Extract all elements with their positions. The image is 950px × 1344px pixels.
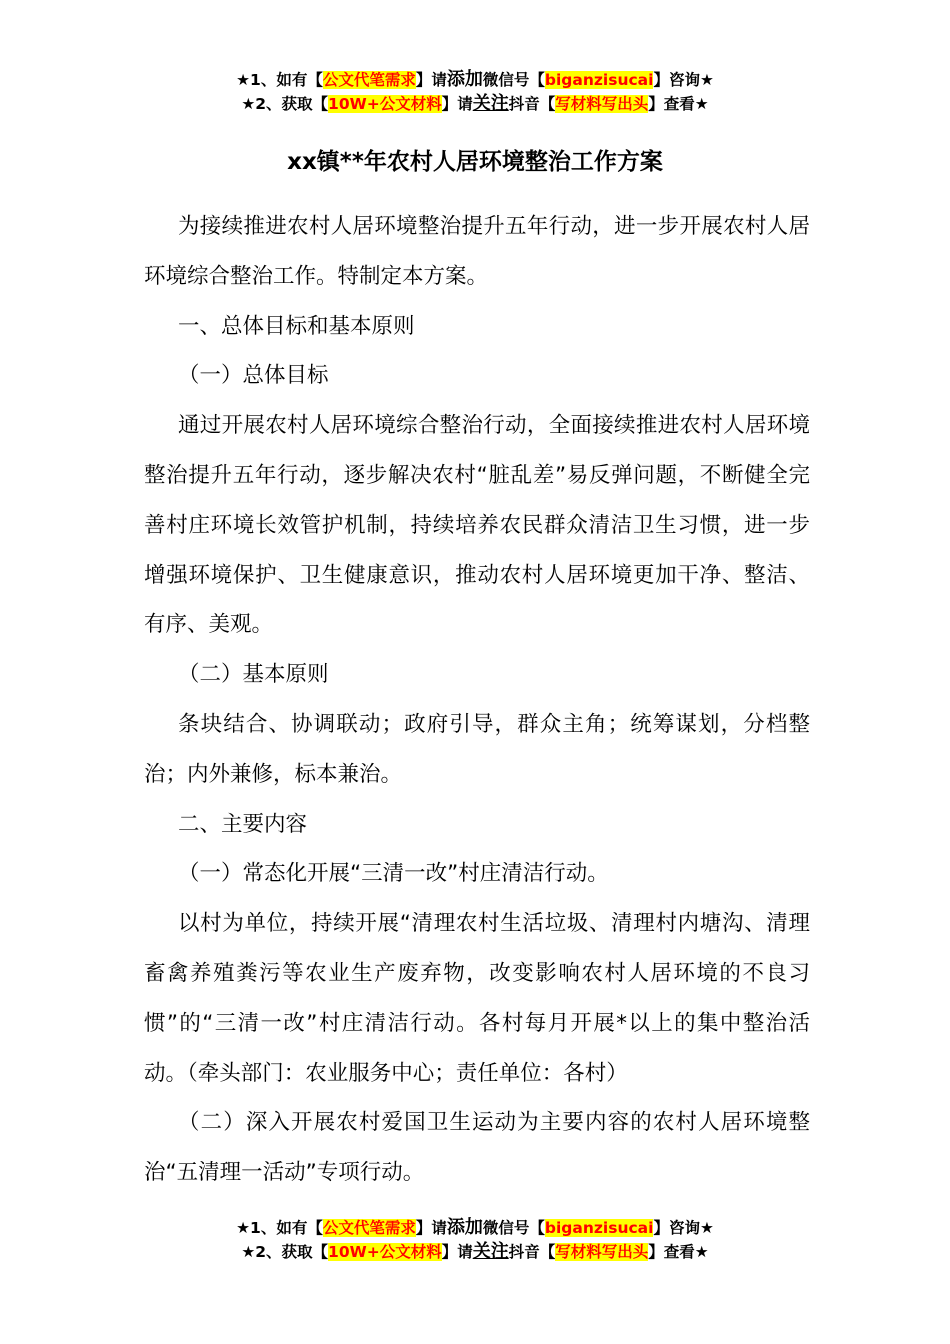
- paragraph-principles: 条块结合、协调联动；政府引导，群众主角；统筹谋划，分档整治；内外兼修，标本兼治。: [144, 711, 810, 787]
- document-body: [144, 202, 810, 1198]
- highlight-wechat-id: biganzisucai: [544, 1219, 654, 1237]
- promo-line-1: ★1、如有【公文代笔需求】请添加微信号【biganzisucai】咨询★: [236, 1217, 714, 1238]
- promo-banner-bottom: [0, 1216, 950, 1264]
- highlight-materials: 10W+公文材料: [328, 1243, 442, 1261]
- highlight-wechat-id: biganzisucai: [544, 71, 654, 89]
- paragraph-goal: 通过开展农村人居环境综合整治行动，全面接续推进农村人居环境整治提升五年行动，逐步解决农村“脏乱差”易反弹问题，不断健全完善村庄环境长效管护机制，持续培养农民群众清洁卫生习惯，进一步增强环境保护、卫生健康意识，推动农村人居环境更加干净、整洁、有序、美观。: [144, 413, 810, 638]
- highlight-service: 公文代笔需求: [322, 1219, 416, 1237]
- subheading-five-clean: （二）深入开展农村爱国卫生运动为主要内容的农村人居环境整治“五清理一活动”专项行动。: [144, 1110, 810, 1186]
- heading-section-1: 一、总体目标和基本原则: [178, 313, 415, 339]
- highlight-douyin-id: 写材料写出头: [555, 1243, 649, 1261]
- paragraph-intro: 为接续推进农村人居环境整治提升五年行动，进一步开展农村人居环境综合整治工作。特制定本方案。: [144, 214, 810, 289]
- subheading-basic-principles: （二）基本原则: [178, 662, 329, 688]
- subheading-overall-goal: （一）总体目标: [178, 363, 329, 389]
- subheading-clean-action: （一）常态化开展“三清一改”村庄清洁行动。: [178, 861, 609, 887]
- highlight-service: 公文代笔需求: [322, 71, 416, 89]
- document-title: xx镇**年农村人居环境整治工作方案: [287, 149, 663, 175]
- promo-line-2: ★2、获取【10W+公文材料】请关注抖音【写材料写出头】查看★: [241, 93, 709, 114]
- highlight-materials: 10W+公文材料: [328, 95, 442, 113]
- highlight-douyin-id: 写材料写出头: [555, 95, 649, 113]
- promo-line-2: ★2、获取【10W+公文材料】请关注抖音【写材料写出头】查看★: [241, 1241, 709, 1262]
- heading-section-2: 二、主要内容: [178, 811, 308, 837]
- paragraph-clean-action: 以村为单位，持续开展“清理农村生活垃圾、清理村内塘沟、清理畜禽养殖粪污等农业生产废弃物，改变影响农村人居环境的不良习惯”的“三清一改”村庄清洁行动。各村每月开展*以上的集中整治活动。（牵头部门：农业服务中心；责任单位：各村）: [144, 911, 810, 1086]
- promo-line-1: ★1、如有【公文代笔需求】请添加微信号【biganzisucai】咨询★: [236, 69, 714, 90]
- promo-banner-top: [0, 68, 950, 116]
